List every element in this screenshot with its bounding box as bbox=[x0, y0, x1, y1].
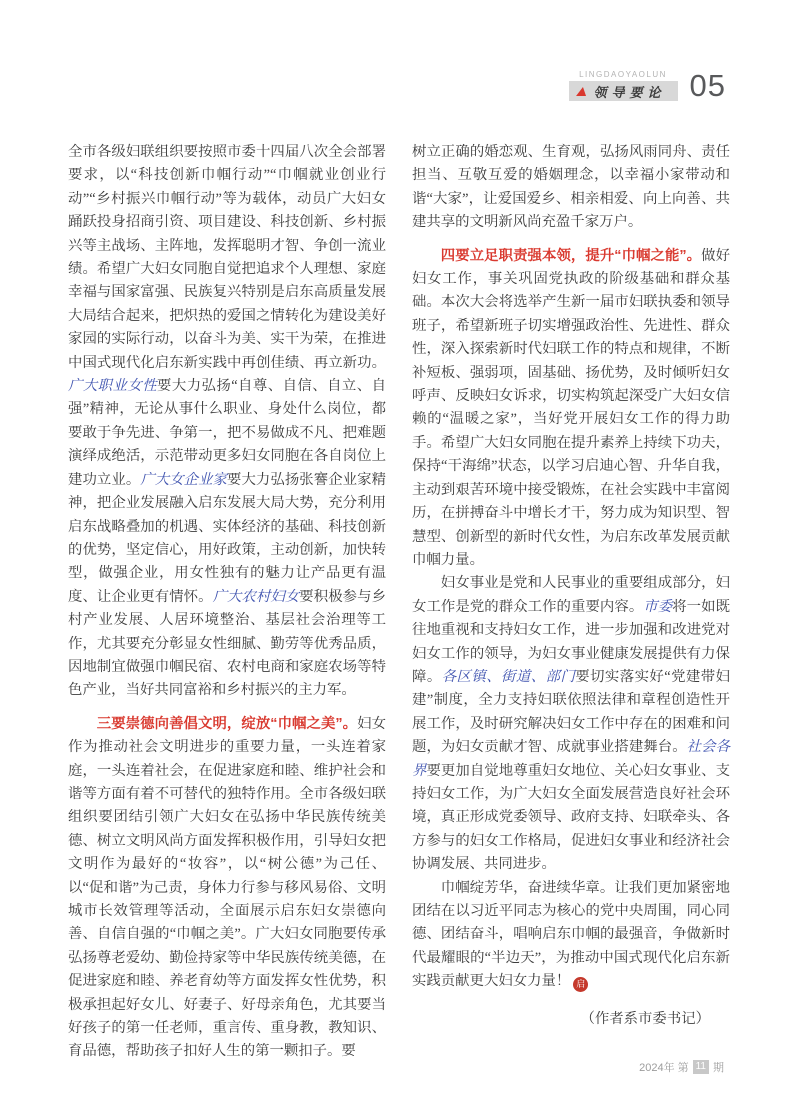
article-end-seal-icon: 启 bbox=[573, 977, 588, 992]
text-run: 要切实落实好“党建带妇建”制度，全力支持妇联依照法律和章程创造性开展工作，及时研究解决妇女工作中存在的困难和问题，为妇女贡献才智、成就事业搭建舞台。 bbox=[412, 668, 730, 756]
paragraph bbox=[412, 877, 730, 994]
section-heading: 四要立足职责强本领，提升“巾帼之能”。 bbox=[440, 247, 702, 264]
emphasis-term: 社会各界 bbox=[412, 739, 730, 779]
page-footer bbox=[639, 1059, 724, 1075]
paragraph bbox=[68, 141, 386, 703]
text-run: 要积极参与乡村产业发展、人居环境整治、基层社会治理等工作，尤其要充分彰显女性细腻、勤劳等优秀品质，因地制宜做强巾帼民宿、农村电商和家庭农场等特色产业，当好共同富裕和乡村振兴的主力军。 bbox=[68, 588, 386, 699]
emphasis-term: 广大职业女性 bbox=[68, 378, 158, 395]
text-run: 做好妇女工作，事关巩固党执政的阶级基础和群众基础。本次大会将选举产生新一届市妇联执委和领导班子，希望新班子切实增强政治性、先进性、群众性，深入探索新时代妇联工作的特点和规律，不断补短板、强弱项，固基础、扬优势，及时倾听妇女呼声、反映妇女诉求，切实构筑起深受广大妇女信赖的“温暖之家”，当好党开展妇女工作的得力助手。希望广大妇女同胞在提升素养上持续下功夫，保持“干海绵”状态，以学习启迪心智、升华自我，主动到艰苦环境中接受锻炼，在社会实践中丰富阅历，在拼搏奋斗中增长才干，努力成为知识型、智慧型、创新型的新时代女性，为启东改革发展贡献巾帼力量。 bbox=[412, 247, 730, 568]
issue-year: 2024年 bbox=[639, 1062, 675, 1074]
text-run: 巾帼绽芳华，奋进续华章。让我们更加紧密地团结在以习近平同志为核心的党中央周围，同心同德、团结奋斗，唱响启东巾帼的最强音，争做新时代最耀眼的“半边天”，为推动中国式现代化启东新实践贡献更大妇女力量！ bbox=[412, 879, 730, 990]
text-run: 全市各级妇联组织要按照市委十四届八次全会部署要求，以“科技创新巾帼行动”“巾帼就业创业行动”“乡村振兴巾帼行动”等为载体，动员广大妇女踊跃投身招商引资、项目建设、科技创新、乡村振兴等主战场、主阵地，发挥聪明才智、争创一流业绩。希望广大妇女同胞自觉把追求个人理想、家庭幸福与国家富强、民族复兴特别是启东高质量发展大局结合起来，把炽热的爱国之情转化为建设美好家园的实际行动，以奋斗为美、实干为荣，在推进中国式现代化启东新实践中再创佳绩、再立新功。 bbox=[68, 144, 386, 371]
text-run: 要大力弘扬“自尊、自信、自立、自强”精神，无论从事什么职业、身处什么岗位，都要敢于争先进、争第一，把不易做成不凡、把难题演绎成绝活，示范带动更多妇女同胞在各自岗位上建功立业。 bbox=[68, 378, 386, 488]
paragraph bbox=[412, 245, 730, 573]
page-number: 05 bbox=[689, 68, 726, 103]
category-name-latin: LINGDAOYAOLUN bbox=[579, 70, 667, 79]
category-name: 领导要论 bbox=[593, 84, 666, 100]
issue-number-badge: 11 bbox=[693, 1060, 709, 1074]
text-run: 妇女事业是党和人民事业的重要组成部分，妇女工作是党的群众工作的重要内容。 bbox=[412, 575, 730, 615]
text-run: 要大力弘扬张謇企业家精神，把企业发展融入启东发展大局大势，充分利用启东战略叠加的机遇、实体经济的基础、科技创新的优势，坚定信心，用好政策，主动创新，加快转型，做强企业，用女性独有的魅力让产品更有温度、让企业更有情怀。 bbox=[68, 471, 386, 605]
text-run: 将一如既往地重视和支持妇女工作，进一步加强和改进党对妇女工作的领导，为妇女事业健康发展提供有力保障。 bbox=[412, 598, 730, 685]
text-run: 要更加自觉地尊重妇女地位、关心妇女事业、支持妇女工作，为广大妇女全面发展营造良好社会环境，真正形成党委领导、政府支持、妇联牵头、各方参与的妇女工作格局，促进妇女事业和经济社会协调发展、共同进步。 bbox=[412, 762, 730, 873]
category-block bbox=[569, 70, 678, 101]
emphasis-term: 各区镇、街道、部门 bbox=[441, 668, 576, 685]
paragraph bbox=[412, 141, 730, 235]
section-heading: 三要崇德向善倡文明，绽放“巾帼之美”。 bbox=[96, 715, 358, 732]
text-column-left bbox=[68, 141, 386, 1064]
issue-prefix: 第 bbox=[677, 1062, 689, 1074]
issue-suffix: 期 bbox=[713, 1062, 724, 1074]
text-run: 树立正确的婚恋观、生育观，弘扬风雨同舟、责任担当、互敬互爱的婚姻理念，以幸福小家带动和谐“大家”，让爱国爱乡、相亲相爱、向上向善、共建共享的文明新风尚充盈千家万户。 bbox=[412, 144, 730, 231]
category-badge bbox=[569, 81, 678, 101]
author-note: （作者系市委书记） bbox=[580, 1010, 710, 1027]
category-marker-triangle-icon bbox=[576, 87, 588, 96]
paragraph bbox=[68, 713, 386, 1064]
emphasis-term: 广大女企业家 bbox=[140, 471, 228, 488]
text-run: 妇女作为推动社会文明进步的重要力量，一头连着家庭，一头连着社会，在促进家庭和睦、维护社会和谐等方面有着不可替代的独特作用。全市各级妇联组织要团结引领广大妇女在弘扬中华民族传统美德、树立文明风尚方面发挥积极作用，引导妇女把文明作为最好的“妆容”，以“树公德”为己任、以“促和谐”为己责，身体力行参与移风易俗、文明城市长效管理等活动，全面展示启东妇女崇德向善、自信自强的“巾帼之美”。广大妇女同胞要传承弘扬尊老爱幼、勤俭持家等中华民族传统美德，在促进家庭和睦、养老育幼等方面发挥女性优势，积极承担起好女儿、好妻子、好母亲角色，尤其要当好孩子的第一任老师，重言传、重身教，教知识、育品德，帮助孩子扣好人生的第一颗扣子。要 bbox=[68, 715, 386, 1060]
text-column-right bbox=[412, 141, 730, 1031]
page-header bbox=[569, 70, 727, 101]
emphasis-term: 市委 bbox=[643, 598, 673, 615]
paragraph bbox=[412, 572, 730, 876]
emphasis-term: 广大农村妇女 bbox=[212, 588, 300, 605]
